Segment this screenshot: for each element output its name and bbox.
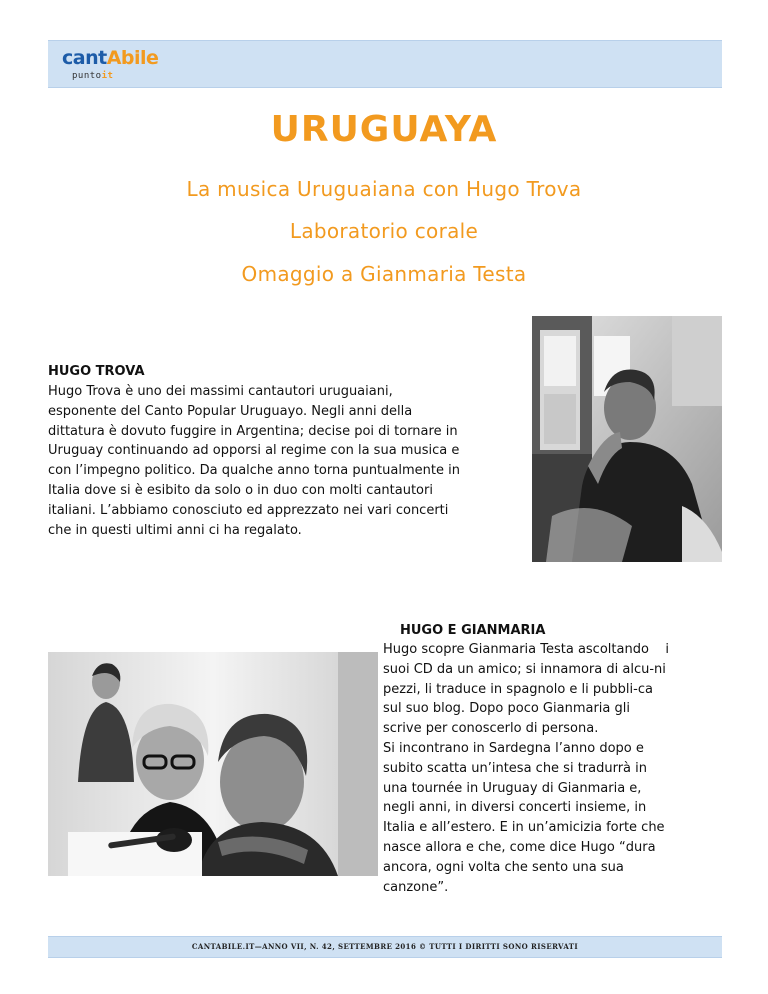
section-body-hugo-trova (48, 382, 538, 540)
logo-sub-punto: punto (72, 71, 102, 81)
hugo-trova-photo-art (532, 316, 722, 562)
page-title: URUGUAYA (270, 109, 498, 150)
text-line: pezzi, li traduce in spagnolo e li pubbli-ca (383, 681, 653, 697)
section-body-hugo-e-gianmaria (383, 640, 718, 897)
text-line: nasce allora e che, come dice Hugo “dura (383, 839, 656, 855)
footer-copyright: CANTABILE.IT—ANNO VII, N. 42, SETTEMBRE 2016 © TUTTI I DIRITTI SONO RISERVATI (191, 942, 579, 951)
text-line: suoi CD da un amico; si innamora di alcu-ni (383, 661, 666, 677)
logo-wordmark (62, 46, 158, 70)
text-line: Italia e all’estero. E in un’amicizia forte che (383, 820, 665, 836)
text-line: sul suo blog. Dopo poco Gianmaria gli (383, 701, 630, 717)
subtitle-line-3: Omaggio a Gianmaria Testa (241, 262, 527, 286)
text-line: italiani. L’abbiamo conosciuto ed apprezzato nei vari concerti (48, 502, 449, 518)
section-heading-hugo-e-gianmaria: HUGO E GIANMARIA (400, 623, 546, 638)
text-line: con l’impegno politico. Da qualche anno torna puntualmente in (48, 463, 460, 479)
text-line: Si incontrano in Sardegna l’anno dopo e (383, 740, 644, 756)
section-heading-hugo-trova: HUGO TROVA (48, 364, 145, 379)
subtitle-line-1: La musica Uruguaiana con Hugo Trova (186, 177, 582, 201)
text-line: Hugo scopre Gianmaria Testa ascoltando i (383, 642, 670, 657)
text-line: dittatura è dovuto fuggire in Argentina; decise poi di tornare in (48, 423, 458, 439)
text-line: ancora, ogni volta che sento una sua (383, 859, 624, 875)
hugo-gianmaria-photo-art (48, 652, 378, 876)
logo-sub-it: it (101, 71, 114, 81)
text-line: una tournée in Uruguay di Gianmaria e, (383, 780, 642, 796)
text-line: scrive per conoscerlo di persona. (383, 721, 599, 737)
hugo-gianmaria-photo (48, 652, 378, 876)
text-line: canzone”. (383, 879, 449, 895)
text-line: esponente del Canto Popular Uruguayo. Negli anni della (48, 403, 413, 419)
text-line: Hugo Trova è uno dei massimi cantautori uruguaiani, (48, 384, 393, 399)
text-line: Uruguay continuando ad opporsi al regime con la sua musica e (48, 443, 460, 459)
logo-part-abile: Abile (106, 47, 159, 69)
hugo-trova-photo (532, 316, 722, 562)
logo-part-cant: cant (62, 47, 107, 69)
text-line: che in questi ultimi anni ci ha regalato. (48, 522, 302, 538)
text-line: negli anni, in diversi concerti insieme, in (383, 800, 647, 816)
logo-subtitle (72, 71, 113, 81)
text-line: subito scatta un’intesa che si tradurrà in (383, 760, 648, 776)
text-line: Italia dove si è esibito da solo o in duo con molti cantautori (48, 482, 433, 498)
cantabile-logo[interactable] (62, 46, 162, 88)
subtitle-line-2: Laboratorio corale (289, 219, 479, 243)
